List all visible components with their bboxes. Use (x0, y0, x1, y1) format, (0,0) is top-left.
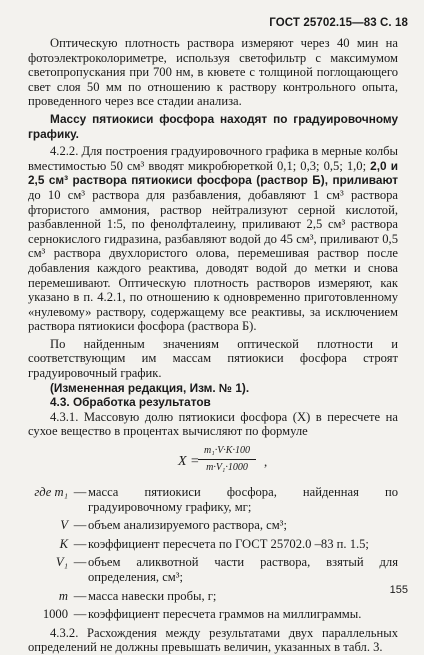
definition-row (28, 589, 398, 604)
formula-comma: , (264, 454, 268, 470)
fraction-bar (198, 459, 256, 460)
definition-symbol: где m₁ (34, 485, 68, 500)
page-number: 155 (389, 584, 408, 596)
calibration-text-rest: до 10 см³ раствора для разбавления, добавляют 1 см³ раствора фтористого аммония, раствор нейтрализуют серной кислотой, разбавленной 1:5, по фенолфталеину, приливают 2,5 см³ раствора сернокислого гидразина, разбавляют водой до 45 см³, приливают 0,5 см³ раствора двухлористого олова, перемешивая раствор после добавления каждого реактива, доводят водой до метки и снова перемешивают. Оптическую плотность растворов измеряют, как указано в п. 4.2.1, по отношению к одновременно приготовленному «нулевому» раствору, содержащему все реактивы, за исключением раствора пятиокиси фосфора (раствора Б). (28, 187, 398, 334)
formula-lhs: X = (178, 454, 200, 470)
definition-symbol: V (60, 518, 68, 533)
amendment-note: (Измененная редакция, Изм. № 1). (50, 380, 250, 395)
definition-row (28, 485, 398, 514)
paragraph-calibration (28, 144, 398, 334)
paragraph-optical-density: Оптическую плотность раствора измеряют через 40 мин на фотоэлектроколориметре, используя светофильтр с максимумом светопропускания при 700 нм, в кювете с толщиной поглощающего свет слоя 50 мм по отношению к раствору контрольного опыта, проведенного через все стадии анализа. (28, 36, 398, 109)
definition-row (28, 537, 398, 552)
definitions-list (28, 485, 398, 622)
section-heading-results: 4.3. Обработка результатов (50, 395, 211, 410)
definition-symbol: K (59, 536, 68, 551)
definition-row (28, 518, 398, 533)
definition-dash: — (73, 485, 87, 500)
paragraph-graph-build: По найденным значениям оптической плотности и соответствующим им массам пятиокиси фосфора строят градуировочный график. (28, 336, 398, 381)
definition-text: коэффициент пересчета по ГОСТ 25702.0 –83 п. 1.5; (88, 536, 369, 551)
formula (28, 445, 398, 479)
definition-text: коэффициент пересчета граммов на миллиграммы. (88, 607, 362, 622)
definition-dash: — (73, 555, 87, 570)
definition-dash: — (73, 518, 87, 533)
page-header: ГОСТ 25702.15—83 С. 18 (269, 17, 408, 29)
definition-row (28, 607, 398, 622)
calibration-text-bold: 2,0 и 2,5 см³ раствора пятиокиси фосфора (раствор Б), приливают (28, 158, 398, 188)
definition-dash: — (73, 607, 87, 622)
formula-numerator: m₁·V·K·100 (204, 445, 250, 457)
definition-symbol: V₁ (55, 555, 68, 570)
definition-row (28, 555, 398, 584)
definition-dash: — (73, 536, 87, 551)
paragraph-formula-intro: 4.3.1. Массовую долю пятиокиси фосфора (X) в пересчете на сухое вещество в процентах вычисляют по формуле (28, 409, 398, 439)
paragraph-mass-by-graph: Массу пятиокиси фосфора находят по градуировочному графику. (28, 111, 398, 141)
definition-dash: — (73, 588, 87, 603)
definition-text: масса пятиокиси фосфора, найденная по градуировочному графику, мг; (88, 485, 398, 514)
definition-text: объем анализируемого раствора, см³; (88, 518, 287, 533)
definition-text: объем аликвотной части раствора, взятый для определения, см³; (88, 555, 398, 584)
definition-symbol: m (58, 588, 68, 603)
definition-text: масса навески пробы, г; (88, 588, 217, 603)
document-body (28, 36, 398, 655)
paragraph-discrepancy: 4.3.2. Расхождения между результатами двух параллельных определений не должны превышать величин, указанных в табл. 3. (28, 625, 398, 655)
definition-symbol: 1000 (42, 607, 68, 622)
calibration-text-start: 4.2.2. Для построения градуировочного графика в мерные колбы вместимостью 50 см³ вводят микробюреткой 0,1; 0,3; 0,5; 1,0; (28, 144, 398, 173)
formula-denominator: m·V₁·1000 (206, 462, 248, 474)
formula-fraction (198, 445, 256, 474)
